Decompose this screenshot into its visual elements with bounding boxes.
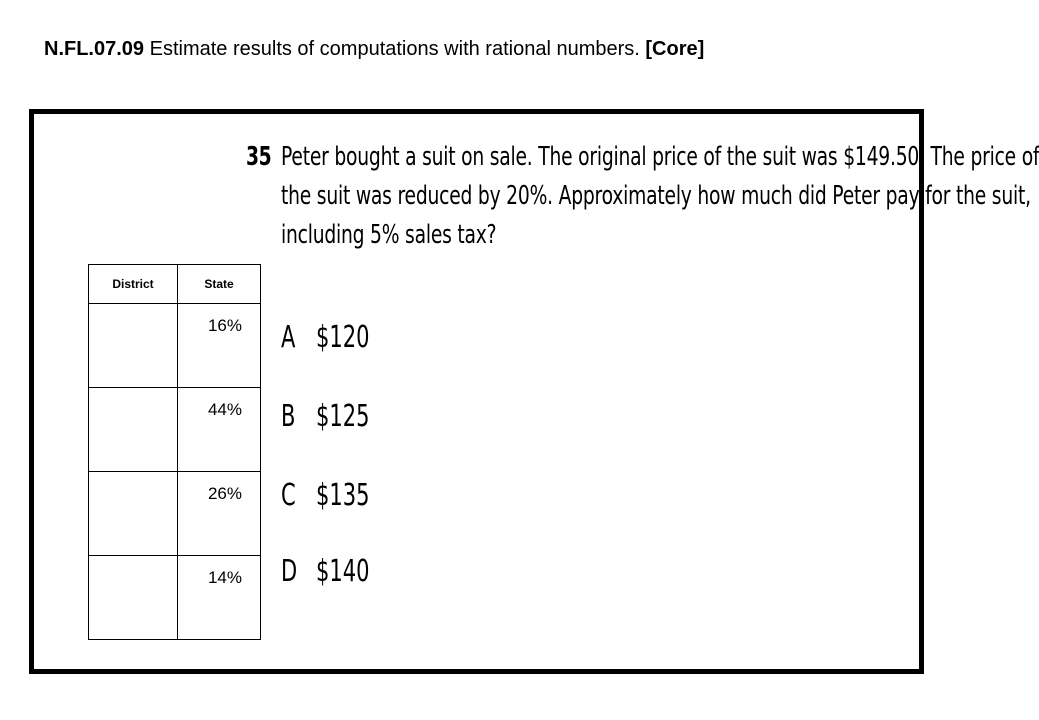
question-number: 35 [246,142,272,172]
standard-code: N.FL.07.09 [44,38,145,60]
district-cell [89,388,178,472]
standard-header [44,38,704,61]
results-table-header-row [89,265,261,304]
district-cell [89,304,178,388]
standard-tag: [Core] [645,38,705,60]
state-cell: 26% [178,472,261,556]
results-table [88,264,261,640]
question-text [281,138,1039,255]
choice-a [281,320,369,355]
state-cell: 44% [178,388,261,472]
table-row [89,556,261,640]
state-cell: 16% [178,304,261,388]
choice-b-value: $125 [316,399,370,434]
district-header: District [89,265,178,304]
choice-a-value: $120 [316,320,370,355]
choice-c [281,478,369,513]
choice-c-value: $135 [316,478,370,513]
question-line-3: including 5% sales tax? [281,220,497,250]
choice-c-letter: C [281,478,296,513]
choice-d-letter: D [281,554,298,589]
state-header: State [178,265,261,304]
choice-d-value: $140 [316,554,370,589]
choice-d [281,554,369,589]
question-line-1: Peter bought a suit on sale. The original price of the suit was $149.50. The price of [281,142,1039,172]
district-cell [89,472,178,556]
state-cell: 14% [178,556,261,640]
table-row [89,472,261,556]
table-row [89,388,261,472]
question-line-2: the suit was reduced by 20%. Approximately how much did Peter pay for the suit, [281,181,1031,211]
table-row [89,304,261,388]
choice-b-letter: B [281,399,296,434]
district-cell [89,556,178,640]
question-frame [29,109,1039,674]
choice-a-letter: A [281,320,296,355]
standard-description: Estimate results of computations with rational numbers. [149,38,640,60]
choice-b [281,399,369,434]
